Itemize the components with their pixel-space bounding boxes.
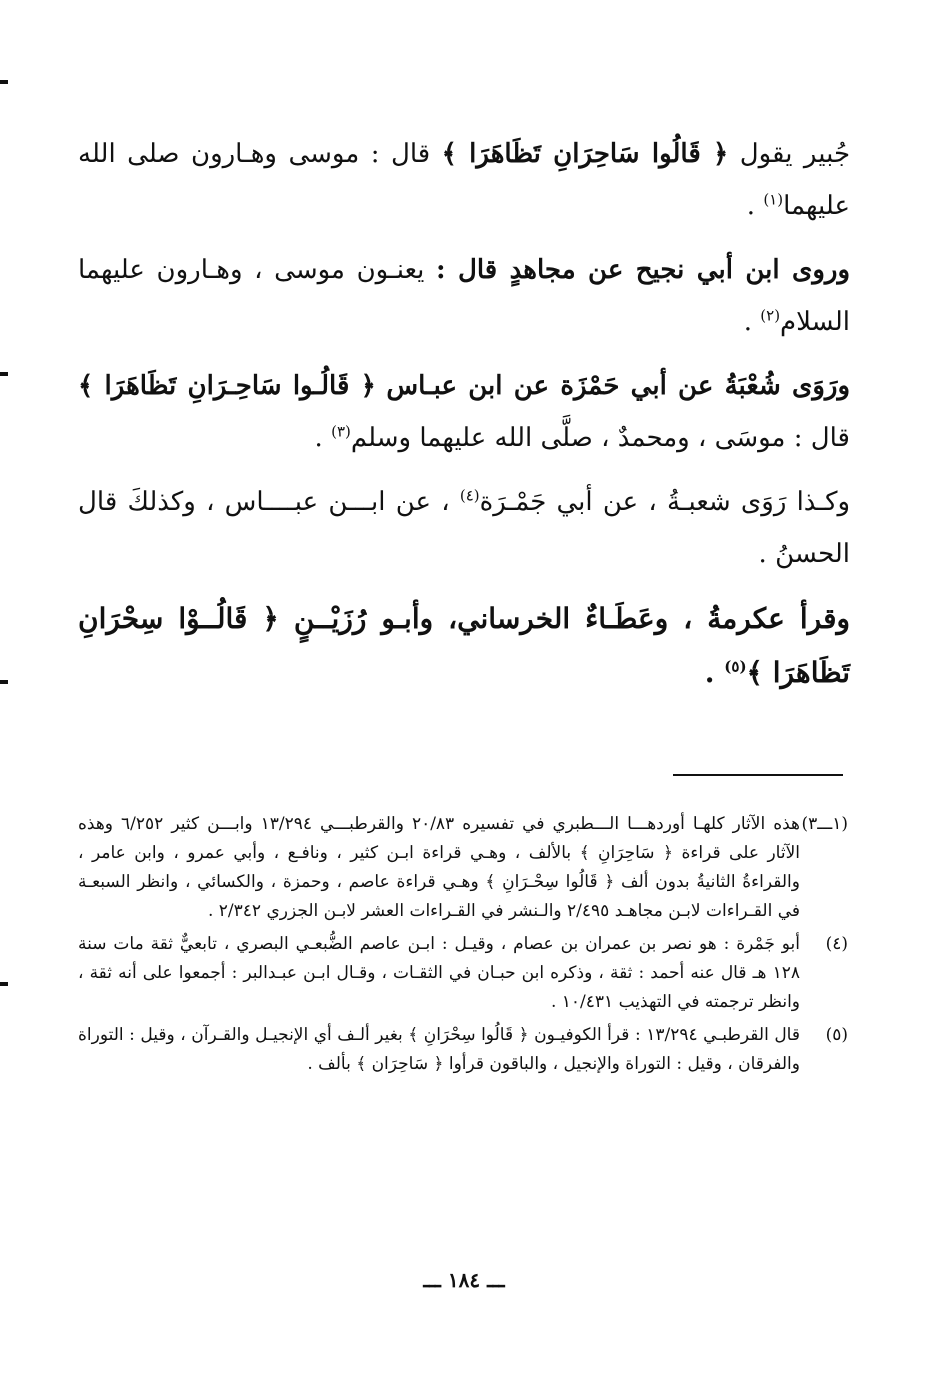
paragraph-3: ورَوَى شُعْبَةُ عن أبي حَمْزَة عن ابن عبـاس ﴿ قَالُـوا سَاحِـرَانِ تَظَاهَرَا ﴾ قال : موسَى ، ومحمدٌ ، صلَّى الله عليهما وسلم$^{(٣)}$ .	[78, 371, 851, 453]
footnote-ref: (٥)	[724, 657, 747, 676]
margin-mark	[0, 80, 8, 84]
footnote-ref: (٢)	[760, 306, 781, 325]
quran-quote: ﴿ قَالُــوْا سِحْرَانِ تَظَاهَرَا ﴾	[78, 602, 850, 689]
footnote-number: (٥)	[825, 1025, 848, 1045]
footnote-text: قال القرطبـي ١٣/٢٩٤ : قرأ الكوفيـون ﴿ قَالُوا سِحْرَانِ ﴾ بغير ألـف أي الإنجيـل والقـرآن ، وقيل : التوراة والفرقان ، وقيل : التوراة والإنجيل ، والباقون قرأوا ﴿ سَاحِرَان ﴾ بألف .	[78, 1025, 800, 1074]
footnote-number: (١ـــ٣)	[801, 814, 848, 834]
footnote-number: (٤)	[825, 934, 848, 954]
paragraph-2: وروى ابن أبي نجيح عن مجاهدٍ قال : يعنـون موسى ، وهـارون عليهما السلام$^{(٢)}$ .	[78, 255, 851, 337]
margin-mark	[0, 982, 8, 986]
main-text	[78, 128, 850, 712]
footnotes	[78, 810, 848, 1083]
footnote-text: أبو جَمْرة : هو نصر بن عمران بن عصام ، وقيـل : ابـن عاصم الضُّبعـي البصري ، تابعيٌّ ثقة مات سنة ١٢٨ هـ قال عنه أحمد : ثقة ، وذكره ابن حبـان في الثقـات ، وقـال ابـن عبـدالبر : أجمعوا على أنه ثقة ، وانظر ترجمته في التهذيب ١٠/٤٣١ .	[78, 934, 800, 1012]
paragraph-5: وقرأ عكرمةُ ، وعَطَـاءٌ الخرساني، وأبـو رُزَيْــنٍ ﴿ قَالُــوْا سِحْرَانِ تَظَاهَرَا ﴾$^{(٥)}$ .	[78, 602, 851, 689]
page-number: ـــ ١٨٤ ـــ	[423, 1268, 505, 1292]
quran-quote: ﴿ قَالُوا سَاحِرَانِ تَظَاهَرَا ﴾	[441, 139, 729, 169]
margin-mark	[0, 372, 8, 376]
footnote-ref: (٤)	[459, 486, 480, 505]
quran-quote: ﴿ قَالُـوا سَاحِـرَانِ تَظَاهَرَا ﴾	[78, 371, 376, 401]
footnote-separator	[673, 774, 843, 776]
margin-mark	[0, 680, 8, 684]
footnote	[78, 930, 848, 1017]
footnote	[78, 1021, 848, 1079]
paragraph-1: جُبير يقول ﴿ قَالُوا سَاحِرَانِ تَظَاهَرَا ﴾ قال : موسى وهـارون صلى الله عليهما$^{(١)}$ .	[78, 139, 851, 221]
footnote-text: هذه الآثار كلهـا أوردهـــا الـــطبري في تفسيره ٢٠/٨٣ والقرطبـــي ١٣/٢٩٤ وابـــن كثير ٦/٢٥٢ وهذه الآثار على قراءة ﴿ سَاحِرَانِ ﴾ بالألف ، وهـي قراءة ابـن كثير ، ونافـع ، وأبي عمرو ، وابن عامر ، والقراءةُ الثانيةُ بدون ألف ﴿ قَالُوا سِحْـرَانِ ﴾ وهـي قراءة عاصم ، وحمزة ، والكسائي ، وانظر السبعـة في القـراءات لابـن مجاهـد ٢/٤٩٥ والـنشر في القـراءات العشر لابـن الجزري ٢/٣٤٢ .	[78, 814, 800, 921]
footnote-ref: (٣)	[331, 422, 351, 441]
paragraph-4: وكـذا رَوَى شعبـةُ ، عن أبي جَمْـرَة$^{(٤)}$ ، عن ابـــن عبــــاس ، وكذلكَ قال الحسنُ .	[78, 486, 851, 569]
footnote	[78, 810, 848, 926]
footnote-ref: (١)	[763, 190, 784, 209]
